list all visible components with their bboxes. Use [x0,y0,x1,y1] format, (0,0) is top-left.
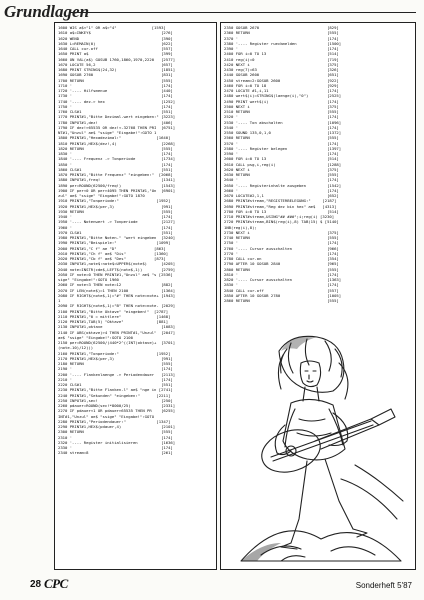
listing-line: 2090 IF RIGHT$(note$,1)="B" THEN note=note- [2029] [58,303,176,309]
listing-line: 1740 '---- dez-> hex [1252] [58,98,176,104]
listing-line: 2790 AFTER 10 GOSUB 2840 [965] [224,261,339,267]
listing-line: 1700 RETURN [555] [58,77,173,83]
listing-line: 1730 ' [174] [58,93,173,99]
listing-line: 2840 CALL cur.off [557] [224,287,339,293]
listing-line: 1970 CLS#1 [551] [58,229,173,235]
listing-line: 2290 PRINT#1,HEX$(pdauer,4) [2101] [58,424,176,429]
listing-line: 1760 CLS#1 [551] [58,109,173,114]
listing-line: 1940 ' [174] [58,214,173,219]
listing-line: 1800 PRINT#1,"Hexadezimal:" [1640] [58,135,171,141]
listing-line: 2390 ' [174] [224,46,339,51]
listing-line: 2630 RETURN [555] [224,172,339,177]
listing-line: 2310 ' [174] [58,434,173,440]
listing-line: 2050 IF note=0 THEN PRINT#1,"Unzul" ae$ "s [2536] [58,271,173,277]
listing-line: 1610 a$=INKEY$ [276] [58,30,173,36]
listing-line: 2420 NEXT i [375] [224,61,339,67]
listing-line: 1710 ' [174] [58,82,173,88]
listing-line: 2440 GOSUB 2600 [651] [224,72,339,78]
listing-line: 2500 NEXT i [375] [224,103,339,109]
listing-line: 2460 FOR i=0 TO 18 [929] [224,82,339,88]
listing-line: 2720 PRINT#stream,BIN$(reg(i),8) TAB(15) $ [5140] [224,219,339,225]
listing-line: 1660 ON VAL(a$) GOSUB 1760,1860,1970,2220 [2577] [58,56,176,62]
listing-line: 2020 PRINT#1,"Cb f" ae$ "Des" [873] [58,256,166,261]
listing-line: 2780 CALL cur.on [354] [224,256,339,261]
listing-line: 1750 ' [174] [58,103,173,109]
listing-line: 1960 ' [174] [58,224,173,230]
listing-line: 2570 ' [174] [224,140,339,146]
listing-line: 2110 PRINT#1,"0 = mittlere" [1468] [58,313,171,319]
listing-line: 2200 '---- Flankenlaenge -> Periodendauer [2113] [58,371,176,377]
listing-line: 2340 stream=8 [261] [58,450,173,456]
listing-line: 1890 per=ROUND(62500/freq!) [1543] [58,182,176,188]
listing-line: 2620 NEXT i [375] [224,166,339,172]
listing-line: 2070 IF LEN(note$)=1 THEN 2100 [1364] [58,287,176,293]
listing-left [55,23,216,458]
listing-line: 2670 LOCATE#2,1,1 [652] [224,193,339,198]
listing-line: 1850 ' [174] [58,161,173,167]
listing-line: 2120 PRINT#1,TAB(5) "Oktave" [881] [58,319,169,324]
listing-line: 1790 IF dez!>65535 OR dez!<-32768 THEN PRI [6751] [58,124,176,130]
listing-right [221,23,415,305]
listing-line: 2610 CALL psg,i,reg(i) [1288] [224,161,342,167]
listing-line: 2470 LOCATE #1,i,11 [174] [224,88,339,93]
listing-line: 2750 ' [174] [224,240,339,246]
listing-line: 2430 reg(7)=63 [326] [224,67,339,72]
listing-line: 1830 ' [174] [58,151,173,156]
listing-line: 2280 PRINT#1,"Periodendauer:" [1347] [58,418,171,424]
listing-line: 2030 INPUT#1,note$:note$=UPPER$(note$) [4205] [58,261,176,267]
listing-line: 2660 ' [174] [224,187,339,193]
listing-line: 2080 IF RIGHT$(note$,1)="#" THEN note=note+ [1943] [58,292,176,298]
listing-line: 2040 note=INSTR(cde$,LEFT$(note$,1)) [2759] [58,266,176,272]
listing-line: 2320 '---- Register initialisieren [1636] [58,439,176,445]
issue-label: Sonderheft 5'87 [355,581,412,590]
listing-line: 2520 ' [174] [224,114,339,120]
listing-line: 2000 PRINT#1,"C f" ae "D" [863] [58,245,166,251]
listing-line: 2270 IF pdauer<1 OR pdauer>65535 THEN PR [6255] [58,408,176,414]
listing-line: 2230 PRINT#1,"Bitte Flanken-l" ae$ "nge in [2741] [58,387,173,393]
listing-line: 1820 RETURN [555] [58,145,173,151]
listing-line: 2600 FOR i=0 TO 13 [514] [224,156,339,162]
listing-line: 2360 RETURN [555] [224,30,339,36]
listing-line: 2830 ' [174] [224,282,339,288]
listing-line: zul" ae$ "ssige" "Eingabe!":GOTO 1870 [58,193,145,198]
listing-line: 1 [58,298,61,303]
listing-line: 2300 RETURN [555] [58,429,173,435]
listing-line: 2010 PRINT#1,"Ch f" ae$ "Dis" [1360] [58,250,169,256]
listing-line: 2760 '---- Cursor ausschalten [966] [224,245,339,251]
listing-line: 2150 per=ROUND(62500/(440*2^((INT(oktave)+ [3701] [58,340,176,345]
listing-line: 1630 L=REMAIN(0) [622] [58,40,173,46]
magazine-logo: CPC [44,576,68,591]
listing-line: 1680 PRINT STRING$(24,32) [1851] [58,67,176,72]
listing-line: 2530 '---- Ton abschalten [1096] [224,119,342,125]
listing-line: 1720 '---- Hilfsmenue [440] [58,88,173,93]
page-header-title: Grundlagen [4,2,90,21]
listing-line: 2640 ' [174] [224,177,339,183]
listing-line: 1920 PRINT#1,HEX$(per,3) [991] [58,203,173,209]
listing-line: 2220 CLS#1 [551] [58,382,173,387]
header-rule [70,12,416,13]
listing-line: 2820 '---- Cursor ausschalten [1363] [224,277,342,282]
listing-line: 1910 PRINT#1,"Tonperiode:" [1952] [58,198,171,204]
listing-line: 2210 ' [174] [58,376,173,382]
listing-line: 2550 SOUND 135,0,1,0 [1372] [224,130,342,135]
listing-line: 1650 PRINT a$ [399] [58,51,173,57]
listing-line: 2560 RETURN [555] [224,135,339,141]
listing-line: 2330 ' [174] [58,445,173,450]
listing-line: sige" "Eingabe!":GOTO 1960 [58,277,119,282]
listing-line: 2140 IF ABS(oktave)>4 THEN PRINT#1,"Unzul" [2047] [58,329,176,335]
listing-line: 2380 '---- Register rueckmelden [1500] [224,40,342,46]
musician-illustration [221,329,415,569]
listing-line: 1780 INPUT#1,dez! [406] [58,119,173,125]
listing-line: 1870 PRINT#1,"Bitte Frequenz" "eingeben:" [2068] [58,172,173,177]
listing-line: 2400 FOR i=0 TO 13 [514] [224,51,339,57]
listing-line: 2800 RETURN [555] [224,266,339,272]
listing-line: ae$ "ssige" "Eingabe!":GOTO 2100 [58,334,133,340]
listing-line: 2350 GOSUB 2670 [829] [224,25,339,30]
listing-line: 2650 '---- Registerinhalte ausgeben [1542] [224,182,342,188]
listing-line: 1NB(reg(i),8); [224,224,257,230]
listing-line: 1600 WIS a$<"1" OR a$>"4" [1593] [58,25,166,30]
listing-column-left [54,22,217,570]
listing-line: 1980 PRINT#1,"Bitte Noten-" "wert eingeben [3240] [58,235,176,240]
listing-line: 2730 NEXT i [375] [224,229,339,235]
listing-line: 1770 PRINT#1,"Bitte Dezimal-wert eingeben:" [3223] [58,114,176,120]
listing-line: 2450 stream=2:GOSUB 2600 [922] [224,77,339,83]
listing-line: 2480 wert$(i)=STRING$(laenge(i),"0") [2525] [224,93,342,99]
listing-line: NT#1,"Unzul" ae$ "ssige" "Eingabe!":GOTO 1 [58,130,157,135]
listing-line: 1640 CALL cur.off [557] [58,46,173,51]
listing-line: 2580 '---- Register belegen [1397] [224,145,342,151]
listing-line: 1620 WEND [390] [58,35,173,41]
listing-line: 2060 IF note<3 THEN note=12 [882] [58,282,173,288]
listing-line: 1810 PRINT#1,HEX$(dez!,4) [2268] [58,140,176,146]
listing-line: 2260 pdauer=ROUND(sec!*8000/25) [2331] [58,403,176,408]
listing-line: 1950 '---- Notenwert -> Tonperiode [2127] [58,219,176,225]
listing-line: 2690 PRINT#stream,"Reg dez bin hex" ae$ [4313] [224,203,337,209]
listing-line: 2740 RETURN [555] [224,235,339,240]
listing-line: 2700 FOR i=0 TO 13 [514] [224,208,339,214]
listing-line: 1880 INPUT#1,freq! [1341] [58,177,176,183]
listing-line: 1900 IF per<0 OR per>4095 THEN PRINT#1,"Un [6901] [58,187,176,193]
listing-line: (note-10)/12))) [58,345,94,351]
listing-line: 1670 LOCATE 56,2 [657] [58,61,173,67]
listing-line: 2370 ' [174] [224,35,339,41]
listing-line: 2540 ' [174] [224,124,339,130]
listing-line: 1690 GOSUB 2760 [831] [58,72,173,78]
listing-line: 2130 INPUT#1,oktave [1083] [58,324,176,330]
listing-line: INT#1,"Unzul" ae$ "ssige" "Eingabe!":GOTO [58,413,155,419]
listing-line: 1840 '---- Frequenz -> Tonperiode [1734] [58,156,176,162]
listing-line: 2100 PRINT#1,"Bitte Oktave" "eingeben!" [2787] [58,308,169,314]
listing-line: 2590 ' [174] [224,151,339,156]
listing-line: 2240 PRINT#1,"Sekunden" "eingeben:" [2211] [58,392,171,398]
listing-line: 2250 INPUT#1,sec! [250] [58,397,173,403]
listing-line: 2490 PRINT wert$(i) [174] [224,98,339,104]
listing-line: 2190 ' [174] [58,366,173,372]
listing-line: 2810 ' [174] [224,271,339,277]
page-number: 28 [30,579,42,590]
listing-line: 1860 CLS#1 [551] [58,166,173,172]
listing-line: 2680 PRINT#stream,"REGISTERBELEGUNG:" [2187] [224,198,337,204]
listing-line: 2170 PRINT#1,HEX$(per,3) [991] [58,355,173,361]
listing-line: 2510 RETURN [555] [224,109,339,114]
listing-line: 1930 RETURN [555] [58,208,173,214]
listing-line: 2410 reg(i)=0 [719] [224,56,339,62]
listing-line: 2180 RETURN [555] [58,361,173,366]
listing-line: 2710 PRINT#stream,USING"## ###";i;reg(i) [3230] [224,214,335,219]
listing-line: 2160 PRINT#1,"Tonperiode:" [1952] [58,350,171,356]
listing-line: 2860 RETURN [555] [224,298,339,303]
listing-line: 2770 ' [174] [224,250,339,256]
listing-column-right [220,22,416,570]
listing-line: 1990 PRINT#1,"Beispiele:" [1099] [58,240,171,246]
listing-line: 2850 AFTER 10 GOSUB 2780 [1005] [224,292,342,298]
